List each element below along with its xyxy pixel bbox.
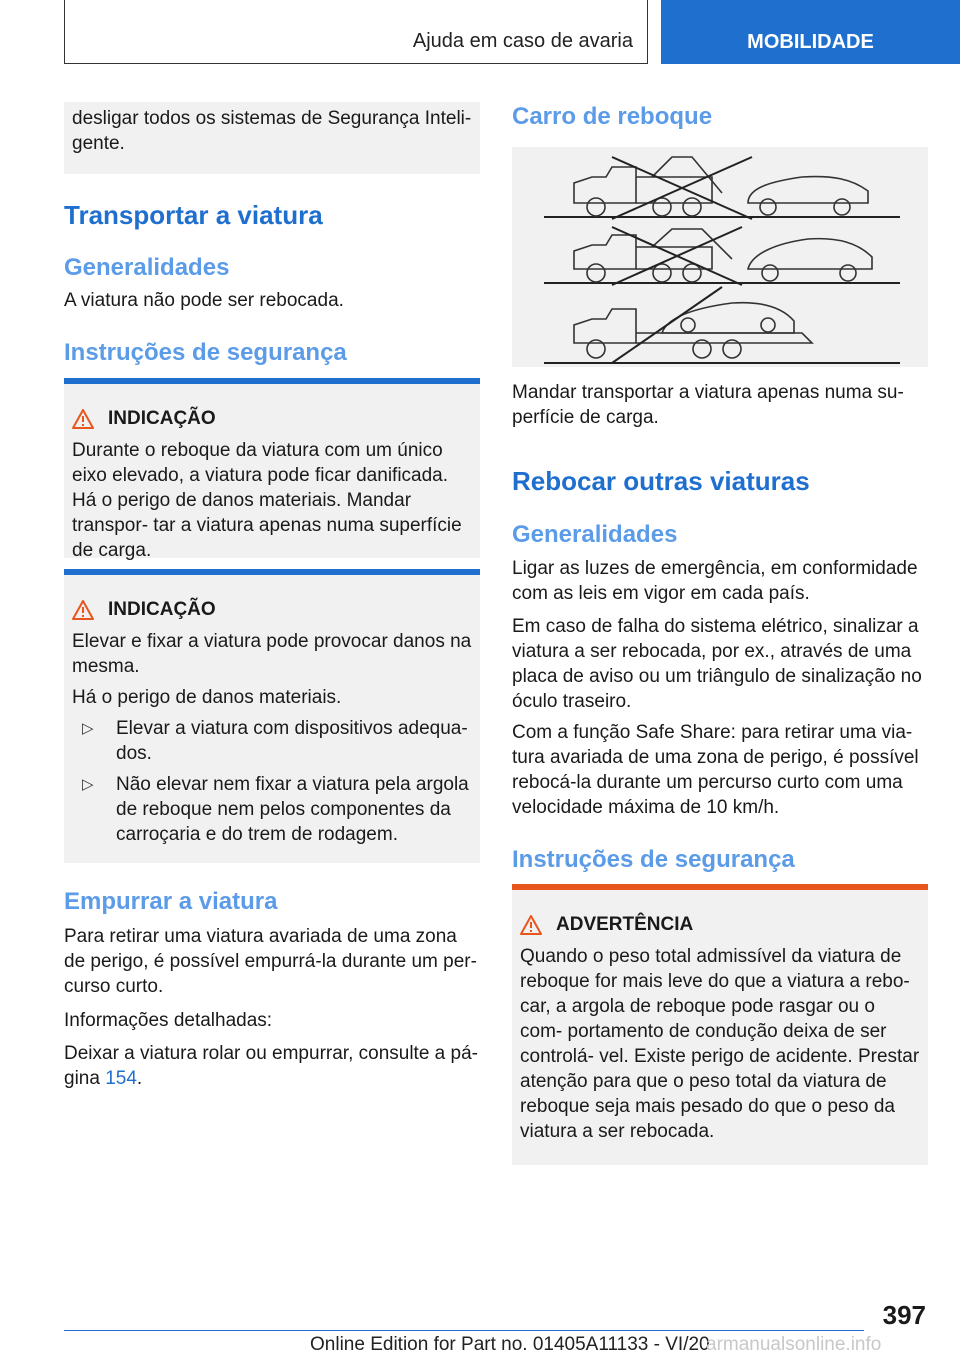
heading-safety-right: Instruções de segurança xyxy=(512,846,795,873)
heading-tow-others: Rebocar outras viaturas xyxy=(512,466,810,496)
warning-box xyxy=(512,884,928,1165)
bullet-marker: ▷ xyxy=(82,776,94,793)
info-text xyxy=(64,1041,480,1091)
warning-bar xyxy=(512,884,928,890)
footer-edition: Online Edition for Part no. 01405A11133 - VI/20 xyxy=(310,1334,710,1355)
notice-bar xyxy=(64,378,480,384)
general-text-right-3: Com a função Safe Share: para retirar uma via- tura avariada de uma zona de perigo, é possível rebocá-la durante um percurso curto com uma velocidade máxima de 10 km/h. xyxy=(512,722,919,818)
heading-push: Empurrar a viatura xyxy=(64,888,278,915)
notice-text: Durante o reboque da viatura com um único eixo elevado, a viatura pode ficar danificada. Há o perigo de danos materiais. Mandar transpor- tar a viatura apenas numa superfície de carga. xyxy=(72,440,462,561)
intro-box xyxy=(64,102,480,174)
heading-tow-car: Carro de reboque xyxy=(512,103,713,130)
heading-safety-left: Instruções de segurança xyxy=(64,339,347,366)
watermark: armanualsonline.info xyxy=(706,1334,882,1355)
bullet-text: Elevar a viatura com dispositivos adequa- dos. xyxy=(116,718,468,764)
info-label: Informações detalhadas: xyxy=(64,1010,273,1031)
notice-text: Há o perigo de danos materiais. xyxy=(72,687,342,708)
list-item xyxy=(72,716,472,766)
heading-general-right: Generalidades xyxy=(512,521,678,548)
bullet-text: Não elevar nem fixar a viatura pela argola de reboque nem pelos componentes da carroçaria e do trem de rodagem. xyxy=(116,774,469,845)
tow-truck-illustration-drawing xyxy=(512,147,928,367)
notice-title-row xyxy=(72,599,480,621)
warning-triangle-icon xyxy=(72,600,94,620)
notice-text: Elevar e fixar a viatura pode provocar danos na mesma. xyxy=(72,631,472,677)
heading-general-left: Generalidades xyxy=(64,254,230,281)
page-number: 397 xyxy=(882,1300,926,1330)
warning-title: ADVERTÊNCIA xyxy=(556,914,694,935)
info-text-end: . xyxy=(136,1068,143,1089)
warning-text: Quando o peso total admissível da viatura de reboque for mais leve do que a viatura a rebo- car, a argola de reboque pode rasgar ou o com- portamento de condução deixa de ser controlá- vel. Existe perigo de acidente. Prestar atenção para que o peso total da viatura de reboque seja mais pesado do que o peso da viatura a ser rebocada. xyxy=(520,946,920,1142)
notice-title-row xyxy=(72,408,480,430)
intro-text: desligar todos os sistemas de Segurança Inteli- gente. xyxy=(72,108,472,154)
notice-bar xyxy=(64,569,480,575)
page-reference-link[interactable]: 154 xyxy=(105,1068,137,1089)
heading-transport: Transportar a viatura xyxy=(64,200,323,230)
tow-caption: Mandar transportar a viatura apenas numa su- perfície de carga. xyxy=(512,382,904,428)
header-section-box xyxy=(64,0,648,64)
info-text-body: Deixar a viatura rolar ou empurrar, consulte a pá- gina xyxy=(64,1043,478,1089)
header-chapter-tab: MOBILIDADE xyxy=(661,0,960,64)
notice-title: INDICAÇÃO xyxy=(108,408,216,429)
list-item xyxy=(72,772,472,847)
notice-box-1 xyxy=(64,378,480,561)
warning-triangle-icon xyxy=(520,915,542,935)
general-text-right-2: Em caso de falha do sistema elétrico, sinalizar a viatura a ser rebocada, por ex., através de uma placa de aviso ou um triângulo de sinalização no óculo traseiro. xyxy=(512,616,922,712)
tow-truck-illustration xyxy=(512,147,928,367)
general-text-right-1: Ligar as luzes de emergência, em conformidade com as leis em vigor em cada país. xyxy=(512,558,918,604)
bullet-marker: ▷ xyxy=(82,720,94,737)
push-text: Para retirar uma viatura avariada de uma zona de perigo, é possível empurrá-la durante um per- curso curto. xyxy=(64,926,477,997)
warning-title-row xyxy=(520,914,928,936)
warning-triangle-icon xyxy=(72,409,94,429)
footer-divider xyxy=(64,1330,864,1331)
notice-title: INDICAÇÃO xyxy=(108,599,216,620)
header-section-title: Ajuda em caso de avaria xyxy=(412,30,633,52)
general-text-left: A viatura não pode ser rebocada. xyxy=(64,290,344,311)
notice-box-2 xyxy=(64,569,480,863)
